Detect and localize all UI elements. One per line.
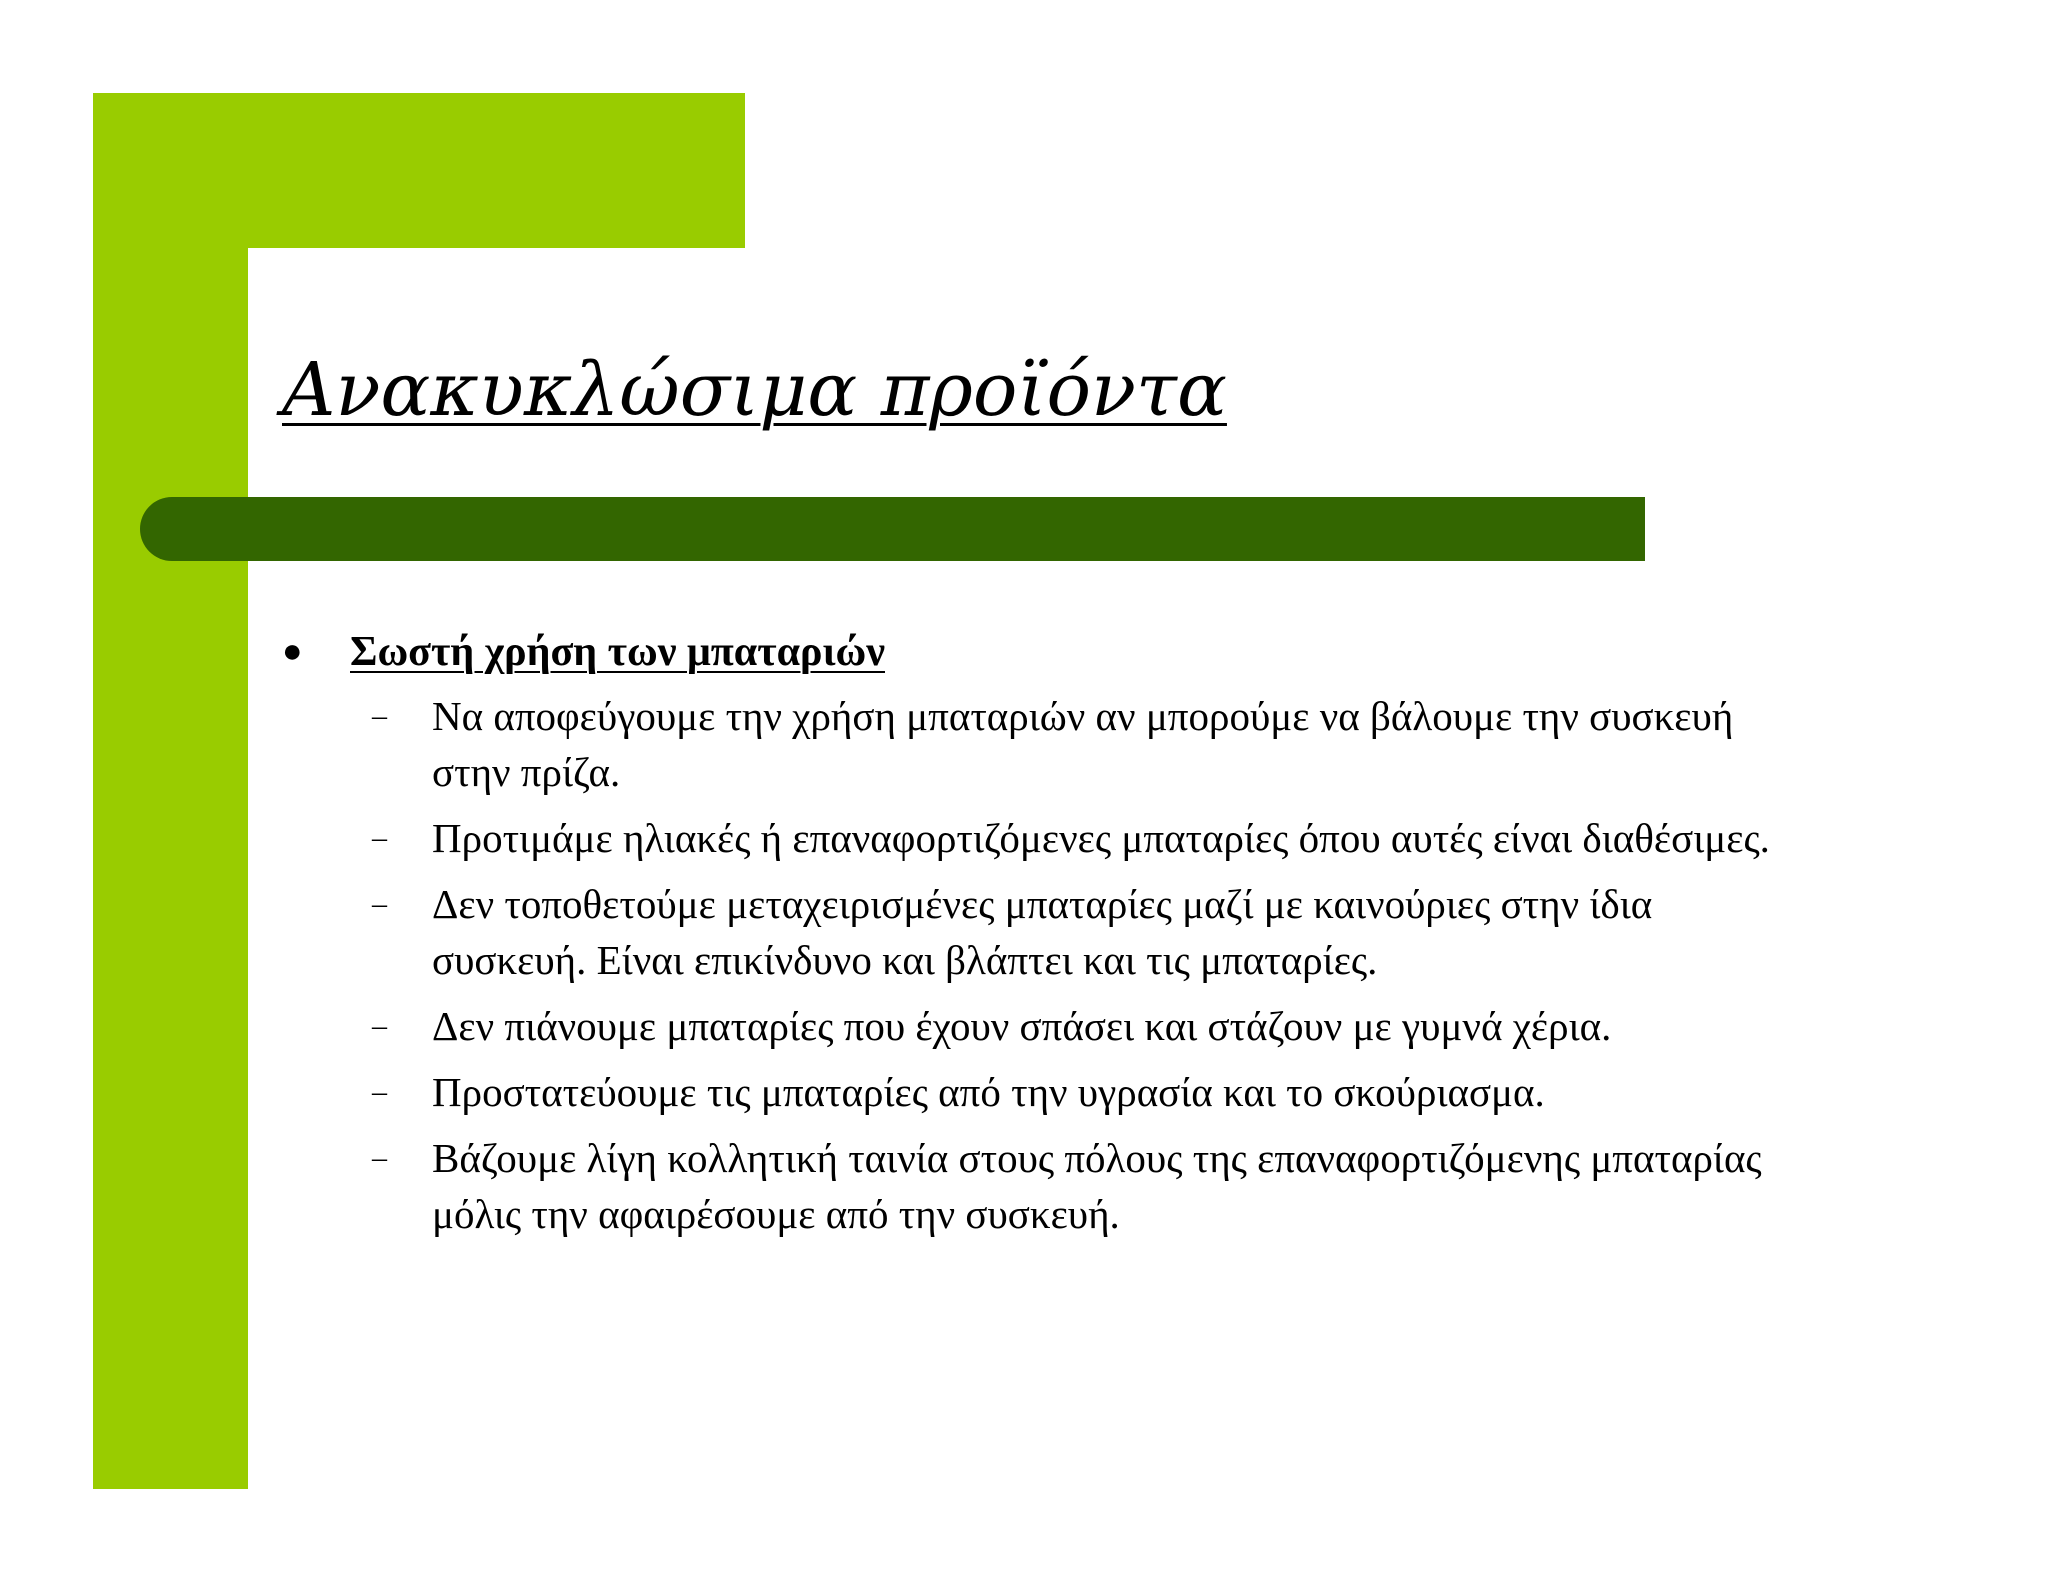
list-item (280, 876, 1780, 988)
list-item (280, 1130, 1780, 1242)
list-item-text: Δεν πιάνουμε μπαταρίες που έχουν σπάσει και στάζουν με γυμνά χέρια. (432, 1003, 1612, 1049)
tips-list (280, 688, 1780, 1242)
dash-icon: – (372, 887, 387, 920)
dash-icon: – (372, 699, 387, 732)
list-item-text: Να αποφεύγουμε την χρήση μπαταριών αν μπορούμε να βάλουμε την συσκευή στην πρίζα. (432, 693, 1734, 795)
list-item-text: Βάζουμε λίγη κολλητική ταινία στους πόλους της επαναφορτιζόμενης μπαταρίας μόλις την αφαιρέσουμε από την συσκευή. (432, 1135, 1762, 1237)
list-item-text: Προστατεύουμε τις μπαταρίες από την υγρασία και το σκούριασμα. (432, 1069, 1545, 1115)
slide-title: Ανακυκλώσιμα προϊόντα (282, 347, 1227, 433)
title-divider-bar (140, 497, 1645, 561)
list-item (280, 998, 1780, 1054)
dash-icon: – (372, 821, 387, 854)
dash-icon: – (372, 1141, 387, 1174)
dash-icon: – (372, 1009, 387, 1042)
list-item-text: Δεν τοποθετούμε μεταχειρισμένες μπαταρίες μαζί με καινούριες στην ίδια συσκευή. Είναι επικίνδυνο και βλάπτει και τις μπαταρίες. (432, 881, 1653, 983)
section-heading-text: Σωστή χρήση των μπαταριών (350, 629, 885, 675)
dash-icon: – (372, 1075, 387, 1108)
lime-vertical-bar (93, 93, 248, 1489)
lime-top-bar (93, 93, 745, 248)
list-item (280, 688, 1780, 800)
list-item (280, 1064, 1780, 1120)
bullet-icon: ● (282, 633, 303, 670)
section-heading (280, 622, 1780, 682)
list-item (280, 810, 1780, 866)
slide-body (280, 622, 1780, 1242)
list-item-text: Προτιμάμε ηλιακές ή επαναφορτιζόμενες μπαταρίες όπου αυτές είναι διαθέσιμες. (432, 815, 1770, 861)
